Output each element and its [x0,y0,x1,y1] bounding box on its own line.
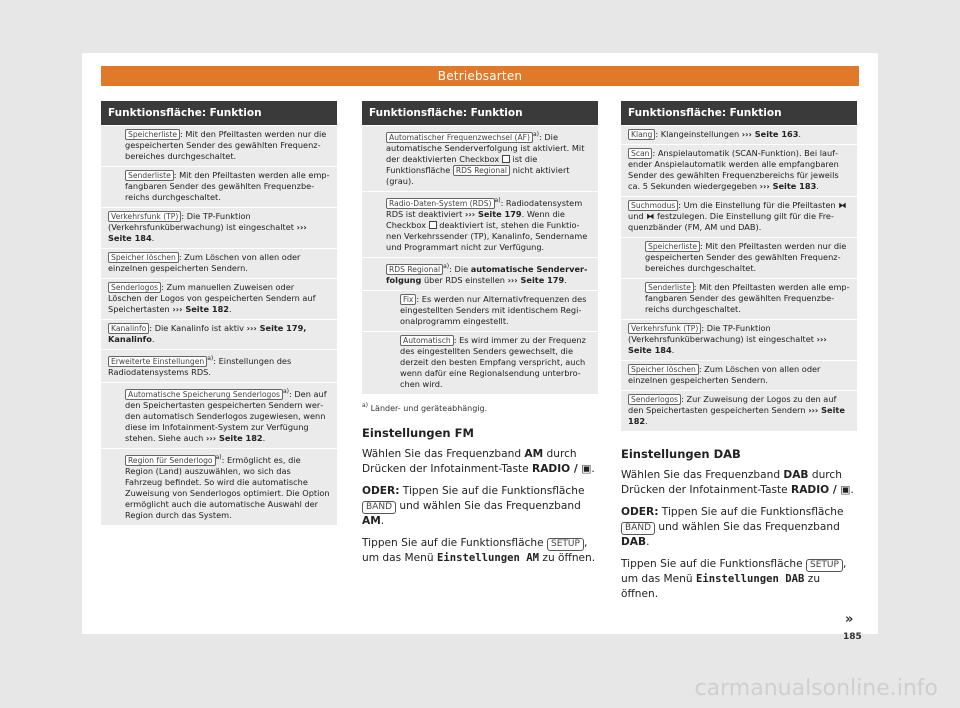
row-text: : Es werden nur Alternativfrequenzen des eingestellten Senders mit identischem Regionalprogramm eingestellt. [400,294,587,326]
footnote-ref: a) [215,454,222,461]
function-key: Region für Senderlogo [125,455,216,466]
row-text: : Mit den Pfeiltasten werden alle empfangbaren Sender des gewählten Frequenzbereichs durchgeschaltet. [125,170,330,202]
checkbox-icon [502,155,510,163]
page-ref: ››› Seite 179 [507,275,565,285]
row-text: : Anspielautomatik (SCAN-Funktion). Bei laufender Anspielautomatik werden alle empfangbaren Sender des gewählten Frequenzbereichs für jeweils ca. 5 Sekunden wiedergegeben [628,148,839,191]
row-text: : Es wird immer zu der Frequenz des eingestellten Senders gewechselt, die derzeit den besten Empfang verspricht, auch wenn dafür eine Regionalsendung unterbrochen wird. [400,335,586,389]
row-text: : Einstellungen des Radiodatensystems RDS. [108,356,292,377]
radio-key: RADIO / [791,484,841,496]
table-header: Funktionsfläche: Funktion [621,101,857,125]
row-text: : Radiodatensystem RDS ist deaktiviert [386,198,583,219]
footnote-text: Länder- und geräteabhängig. [370,404,488,413]
text: , um das Menü [621,558,847,585]
row-text: : Zum manuellen Zuweisen oder Löschen der Logos von gespeicherten Sendern auf Speichertasten [108,282,316,314]
function-key: Senderliste [645,282,694,293]
table-header: Funktionsfläche: Funktion [101,101,337,125]
table-row [362,290,598,331]
table-row [101,349,337,382]
table-row [621,196,857,237]
row-text: nicht aktiviert (grau). [386,165,570,186]
table-row [101,382,337,448]
dab-paragraph-3 [621,557,857,602]
table-header: Funktionsfläche: Funktion [362,101,598,125]
text: , um das Menü [362,537,588,564]
row-text: ist die Funktionsfläche [386,154,538,175]
fm-paragraph-3 [362,536,598,566]
band-name: AM [524,448,544,460]
checkbox-icon [429,221,437,229]
page-number: 185 [843,632,862,642]
function-table-3 [621,101,857,431]
function-key: Senderlogos [628,394,681,405]
table-row [621,360,857,390]
fm-heading: Einstellungen FM [362,426,474,440]
menu-name: Einstellungen AM [436,552,540,564]
function-key: Automatischer Frequenzwechsel (AF) [386,132,533,143]
band-key: BAND [621,522,655,535]
media-icon: ▣ [840,484,851,496]
function-key: Speicher löschen [108,252,179,263]
function-key: Verkehrsfunk (TP) [628,323,701,334]
footnote [362,402,598,413]
row-text: : Die Kanalinfo ist aktiv [149,323,247,333]
footnote-ref: a) [443,263,450,270]
footnote-ref: a) [207,355,214,362]
page-ref: ››› Seite 183 [759,181,817,191]
function-key: Speicher löschen [628,364,699,375]
function-table-2 [362,101,598,394]
row-end: . [798,129,802,139]
dab-paragraph-1: Wählen Sie das Frequenzband DAB durch Drücken der Infotainment-Taste RADIO / ▣. [621,469,854,496]
table-row [101,125,337,166]
row-end: . [671,345,675,355]
table-row [621,390,857,431]
or-label: ODER: [362,485,400,497]
column-1 [101,101,337,525]
row-text: : Die TP-Funktion (Verkehrsfunküberwachung) ist eingeschaltet [108,211,297,232]
row-text: : Um die Einstellung für die Pfeiltasten ⧓ und ⧓ festzulegen. Die Einstellung gilt für die Frequenzbänder (FM, AM und DAB). [628,200,847,232]
text: Tippen Sie auf die Funktionsfläche [399,485,585,497]
text: Tippen Sie auf die Funktionsfläche [658,506,844,518]
bold-text: automatische Senderverfolgung [386,264,588,285]
function-key: Senderlogos [108,282,161,293]
or-label: ODER: [621,506,659,518]
footnote-ref: a) [494,197,501,204]
function-key: Automatische Speicherung Senderlogos [125,389,283,400]
table-row [101,248,337,278]
function-key: Erweiterte Einstellungen [108,356,207,367]
continue-arrow-icon: » [845,612,854,627]
row-text: : Die automatische Senderverfolgung ist aktiviert. Mit der deaktivierten Checkbox [386,132,585,164]
setup-key: SETUP [547,538,584,551]
dab-heading: Einstellungen DAB [621,447,741,461]
function-key: Automatisch [400,335,454,346]
function-key: Scan [628,148,652,159]
function-table-1 [101,101,337,525]
row-text: : Ermöglicht es, die Region (Land) auszuwählen, wo sich das Fahrzeug befindet. So wird die automatische Zuweisung von Senderlogos optimiert. Die Option ermöglicht auch die automatische Auswahl der Region durch das System. [125,455,330,520]
row-text: : Zum Löschen von allen oder einzelnen gespeicherten Sendern. [108,252,301,273]
row-text: : Mit den Pfeiltasten werden nur die gespeicherten Sender des gewählten Frequenzbereiches durchgeschaltet. [645,241,847,273]
text: Wählen Sie das Frequenzband [362,448,525,460]
column-2 [362,101,598,566]
table-row [101,448,337,525]
page-ref: ››› Seite 182 [172,304,229,314]
text: zu öffnen. [621,573,821,600]
function-key: Speicherliste [125,129,180,140]
function-key: Suchmodus [628,200,678,211]
row-text: : Zur Zuweisung der Logos zu den auf den Speichertasten gespeicherten Sendern [628,394,837,415]
table-row [621,125,857,144]
function-key: RDS Regional [453,165,510,176]
row-end: . [816,181,819,191]
page-ref: ››› Seite 179, Kanalinfo [108,323,307,344]
row-end: . [151,233,155,243]
table-row [362,257,598,290]
table-row [621,319,857,360]
band-name: DAB [783,469,809,481]
row-text: über RDS einstellen [421,275,508,285]
watermark: carmanualsonline.info [694,676,938,701]
fm-paragraph-1: Wählen Sie das Frequenzband AM durch Drücken der Infotainment-Taste RADIO / ▣. [362,448,595,475]
row-end: . [645,416,648,426]
band-name: AM [362,515,381,527]
footnote-mark: a) [362,402,369,409]
page-ref: ››› Seite 184 [108,222,307,243]
table-row [101,166,337,207]
row-text: : Zum Löschen von allen oder einzelnen gespeicherten Sendern. [628,364,821,385]
text: und wählen Sie das Frequenzband [396,500,581,512]
footnote-ref: a) [532,131,540,138]
column-3 [621,101,857,602]
text: Tippen Sie auf die Funktionsfläche [621,558,807,570]
function-key: RDS Regional [386,264,443,275]
row-text: deaktiviert ist, stehen die Funktionen Verkehrssender (TP), Kanalinfo, Sendername und Programmart nicht zur Verfügung. [386,220,588,252]
media-icon: ▣ [581,463,592,475]
text: Tippen Sie auf die Funktionsfläche [362,537,548,549]
table-row [362,331,598,394]
row-end: . [564,275,567,285]
function-key: Radio-Daten-System (RDS) [386,198,495,209]
function-key: Senderliste [125,170,174,181]
row-text: : Klangeinstellungen [655,129,742,139]
dab-paragraph-2: ODER: Tippen Sie auf die Funktionsfläche BAND und wählen Sie das Frequenzband DAB. [621,506,844,548]
text: zu öffnen. [539,552,596,564]
page-ref: ››› Seite 163 [741,129,799,139]
function-key: Speicherliste [645,241,700,252]
footnote-ref: a) [282,388,289,395]
row-end: . [262,433,266,443]
row-text: : Die TP-Funktion (Verkehrsfunküberwachung) ist eingeschaltet [628,323,817,344]
row-text: : Den auf den Speichertasten gespeicherten Sendern werden automatisch Senderlogos zugewiesen, wenn diese im Infotainment-System zur Verfügung stehen. Siehe auch [125,389,327,443]
table-row [621,237,857,278]
table-row [362,191,598,257]
radio-key: RADIO / [532,463,582,475]
function-key: Fix [400,294,416,305]
row-end: . [228,304,232,314]
section-header: Betriebsarten [101,66,859,86]
page-ref: ››› Seite 182 [628,405,845,426]
table-row [101,319,337,349]
table-row [362,125,598,191]
menu-name: Einstellungen DAB [695,573,805,585]
fm-paragraph-2: ODER: Tippen Sie auf die Funktionsfläche BAND und wählen Sie das Frequenzband AM. [362,485,585,527]
function-key: Klang [628,129,655,140]
page-ref: ››› Seite 184 [628,334,827,355]
table-row [101,278,337,319]
row-end: . [151,334,155,344]
band-key: BAND [362,501,396,514]
text: und wählen Sie das Frequenzband [655,521,840,533]
row-text: . Wenn die Checkbox [386,209,565,230]
page-ref: ››› Seite 179 [464,209,522,219]
page-ref: ››› Seite 182 [205,433,263,443]
setup-key: SETUP [806,559,843,572]
text: durch Drücken der Infotainment-Taste [621,469,842,496]
table-row [101,207,337,248]
row-text: : Die [449,264,471,274]
text: durch Drücken der Infotainment-Taste [362,448,577,475]
function-key: Kanalinfo [108,323,149,334]
row-text: : Mit den Pfeiltasten werden alle empfangbaren Sender des gewählten Frequenzbereichs durchgeschaltet. [645,282,850,314]
text: Wählen Sie das Frequenzband [621,469,784,481]
table-row [621,278,857,319]
table-row [621,144,857,196]
row-text: : Mit den Pfeiltasten werden nur die gespeicherten Sender des gewählten Frequenzbereiches durchgeschaltet. [125,129,327,161]
band-name: DAB [621,536,647,548]
function-key: Verkehrsfunk (TP) [108,211,181,222]
